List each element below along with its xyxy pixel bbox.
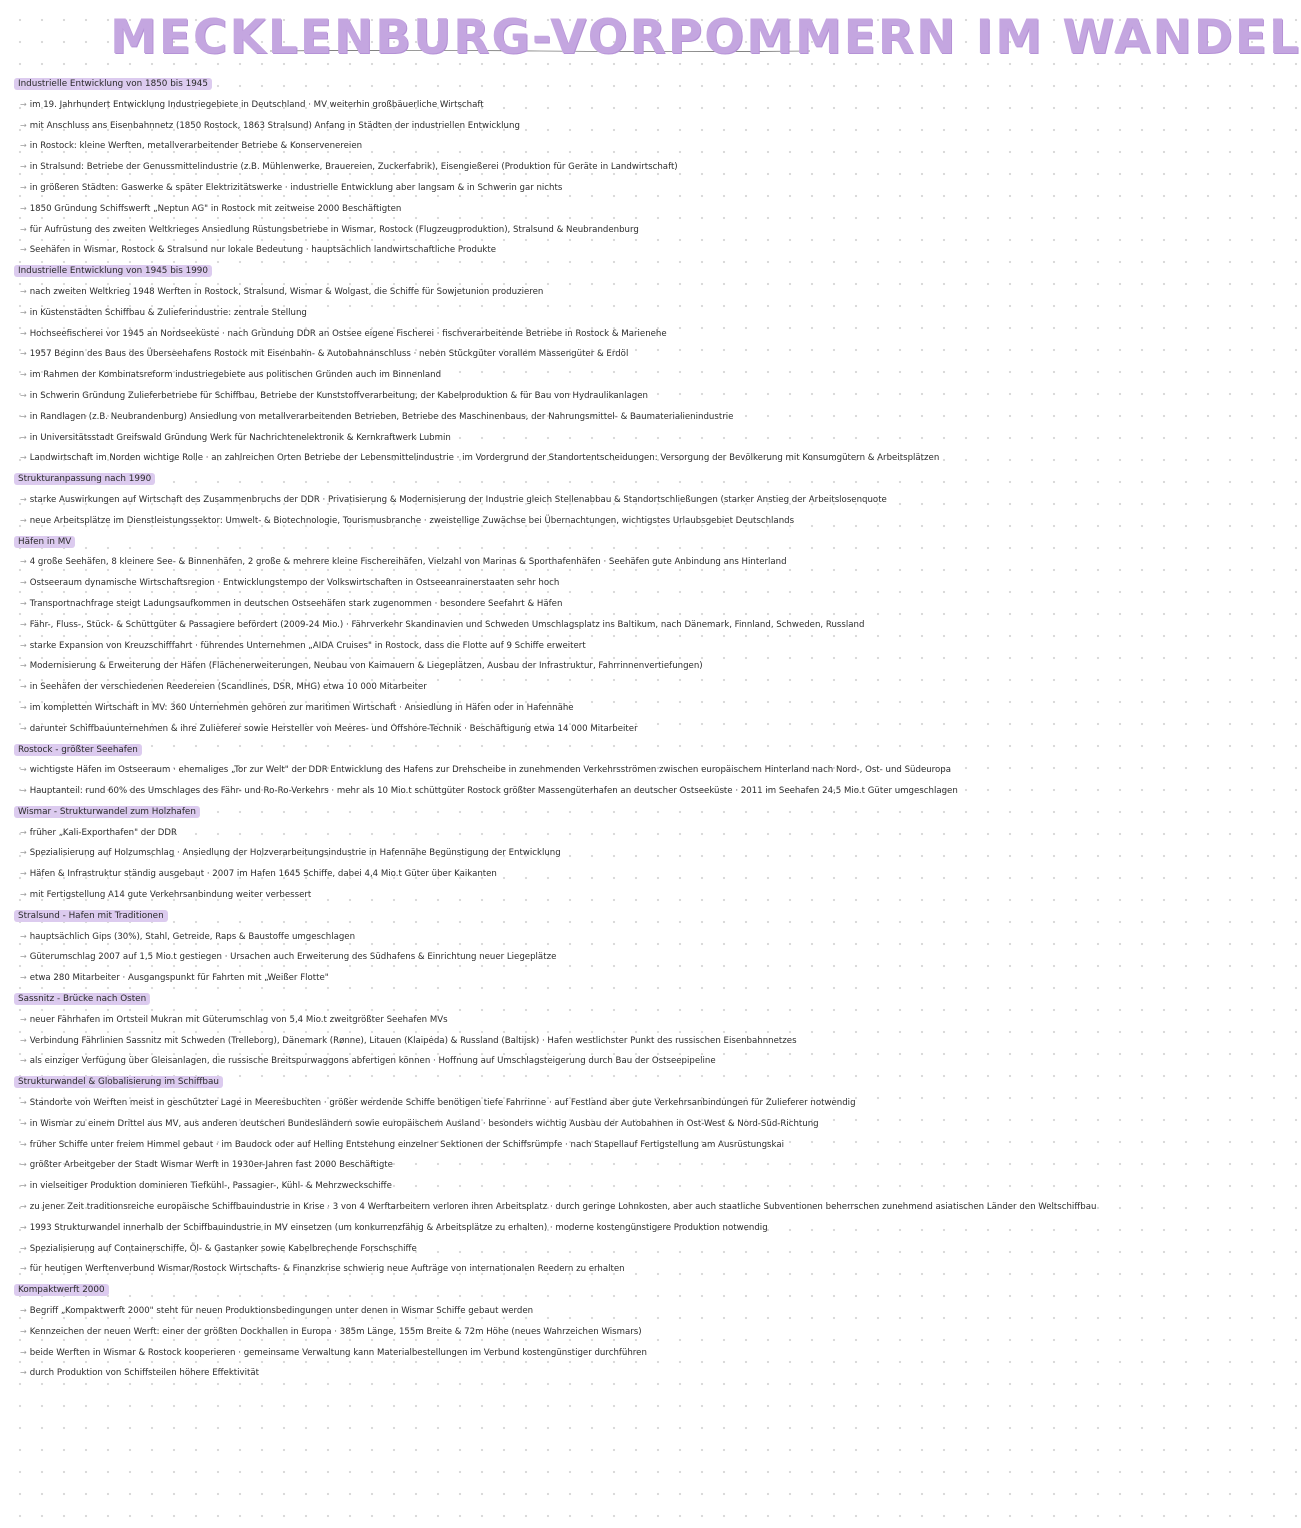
section-heading: [14, 1072, 1070, 1093]
note-line-text: etwa 280 Mitarbeiter · Ausgangspunkt für Fahrten mit „Weißer Flotte": [29, 973, 329, 984]
title-area: [0, 6, 1301, 70]
note-line-text: früher „Kali-Exporthafen" der DDR: [29, 827, 177, 838]
arrow-right-icon: →: [20, 619, 27, 629]
note-line: [14, 636, 1070, 657]
note-line-text: in Stralsund: Betriebe der Genussmittelindustrie (z.B. Mühlenwerke, Brauereien, Zuckerfabrik), Eisengießerei (Produktion für Geräte in Landwirtschaft): [29, 162, 678, 173]
note-line: [14, 1301, 1070, 1322]
note-line-text: Güterumschlag 2007 auf 1,5 Mio.t gestiegen · Ursachen auch Erweiterung des Südhafens & Einrichtung neuer Liegeplätze: [29, 952, 557, 963]
note-line: [14, 407, 1070, 428]
note-line-text: Transportnachfrage steigt Ladungsaufkommen in deutschen Ostseehäfen stark zugenommen · besondere Seefahrt & Häfen: [29, 598, 563, 609]
note-line-text: für heutigen Werftenverbund Wismar/Rostock Wirtschafts- & Finanzkrise schwierig neue Aufträge von internationalen Reedern zu erhalten: [29, 1264, 625, 1275]
note-line: [14, 1031, 1070, 1052]
note-line-text: Landwirtschaft im Norden wichtige Rolle · an zahlreichen Orten Betriebe der Lebensmittelindustrie · im Vordergrund der Standortentscheidungen: Versorgung der Bevölkerung mit Konsumgütern & Arbeitsplätzen: [29, 453, 940, 464]
note-line-text: größter Arbeitgeber der Stadt Wismar Werft in 1930er-Jahren fast 2000 Beschäftigte: [29, 1160, 393, 1171]
note-line: [14, 1343, 1070, 1364]
arrow-right-icon: →: [20, 1118, 27, 1128]
note-line-text: in Universitätsstadt Greifswald Gründung Werk für Nachrichtenelektronik & Kernkraftwerk Lubmin: [29, 432, 451, 443]
section-heading-text: Industrielle Entwicklung von 1945 bis 1990: [14, 265, 212, 277]
arrow-right-icon: →: [20, 661, 27, 671]
arrow-right-icon: →: [20, 1098, 27, 1108]
arrow-right-icon: →: [20, 1306, 27, 1316]
note-line: [14, 594, 1070, 615]
note-line: [14, 303, 1070, 324]
section-heading: [14, 74, 1070, 95]
arrow-right-icon: →: [20, 890, 27, 900]
arrow-right-icon: →: [20, 1264, 27, 1274]
arrow-right-icon: →: [20, 307, 27, 317]
note-line: [14, 324, 1070, 345]
section-heading-text: Strukturwandel & Globalisierung im Schiffbau: [14, 1076, 223, 1088]
note-line: [14, 428, 1070, 449]
arrow-right-icon: →: [20, 848, 27, 858]
section-heading: [14, 261, 1070, 282]
note-line-text: neuer Fährhafen im Ortsteil Mukran mit Güterumschlag von 5,4 Mio.t zweitgrößter Seehafen MVs: [29, 1014, 448, 1025]
arrow-right-icon: →: [20, 494, 27, 504]
note-line: [14, 365, 1070, 386]
note-line: [14, 1218, 1070, 1239]
arrow-right-icon: →: [20, 1139, 27, 1149]
note-line: [14, 947, 1070, 968]
arrow-right-icon: →: [20, 370, 27, 380]
arrow-right-icon: →: [20, 1014, 27, 1024]
arrow-right-icon: →: [20, 1347, 27, 1357]
note-line: [14, 490, 1070, 511]
note-line: [14, 344, 1070, 365]
note-line-text: 1850 Gründung Schiffswerft „Neptun AG" in Rostock mit zeitweise 2000 Beschäftigten: [29, 203, 402, 214]
arrow-right-icon: →: [20, 99, 27, 109]
note-line-text: Begriff „Kompaktwerft 2000" steht für neuen Produktionsbedingungen unter denen in Wismar Schiffe gebaut werden: [29, 1306, 534, 1317]
arrow-right-icon: →: [20, 640, 27, 650]
note-line-text: in Seehäfen der verschiedenen Reedereien (Scandlines, DSR, MHG) etwa 10 000 Mitarbeiter: [29, 682, 427, 693]
note-line-text: durch Produktion von Schiffsteilen höhere Effektivität: [29, 1368, 260, 1379]
note-line: [14, 719, 1070, 740]
note-line: [14, 552, 1070, 573]
note-line: [14, 1093, 1070, 1114]
note-line: [14, 116, 1070, 137]
arrow-right-icon: →: [20, 598, 27, 608]
note-line-text: als einziger Verfügung über Gleisanlagen, die russische Breitspurwaggons abfertigen können · Hoffnung auf Umschlagsteigerung durch Bau der Ostseepipeline: [29, 1056, 716, 1067]
arrow-right-icon: →: [20, 390, 27, 400]
section-heading-text: Strukturanpassung nach 1990: [14, 473, 155, 485]
section-heading-text: Kompaktwerft 2000: [14, 1284, 109, 1296]
arrow-right-icon: →: [20, 453, 27, 463]
note-line-text: hauptsächlich Gips (30%), Stahl, Getreide, Raps & Baustoffe umgeschlagen: [29, 931, 356, 942]
section-heading: [14, 989, 1070, 1010]
note-line: [14, 573, 1070, 594]
note-line-text: Häfen & Infrastruktur ständig ausgebaut · 2007 im Hafen 1645 Schiffe, dabei 4,4 Mio.t Güter über Kaikanten: [29, 869, 497, 880]
arrow-right-icon: →: [20, 1222, 27, 1232]
note-line: [14, 1114, 1070, 1135]
note-line-text: Verbindung Fährlinien Sassnitz mit Schweden (Trelleborg), Dänemark (Rønne), Litauen (Klaipėda) & Russland (Baltijsk) · Hafen westlichster Punkt des russischen Eisenbahnnetzes: [29, 1035, 797, 1046]
note-line-text: Standorte von Werften meist in geschützter Lage in Meeresbuchten · größer werdende Schiffe benötigen tiefe Fahrrinne · auf Festland aber gute Verkehrsanbindungen für Zulieferer notwendig: [29, 1098, 856, 1109]
arrow-right-icon: →: [20, 245, 27, 255]
note-line-text: 1993 Strukturwandel innerhalb der Schiffbauindustrie in MV einsetzen (um konkurrenzfähig & Arbeitsplätze zu erhalten) · moderne kostengünstigere Produktion notwendig: [29, 1222, 768, 1233]
note-line: [14, 864, 1070, 885]
note-line-text: Spezialisierung auf Containerschiffe, Öl- & Gastanker sowie Kabelbrechende Forschschiffe: [29, 1243, 417, 1254]
arrow-right-icon: →: [20, 1035, 27, 1045]
section-heading-text: Rostock - größter Seehafen: [14, 744, 142, 756]
note-line-text: wichtigste Häfen im Ostseeraum · ehemaliges „Tor zur Welt" der DDR Entwicklung des Hafens zur Drehscheibe in zunehmenden Verkehrsströmen zwischen europäischem Hinterland nach Nord-, Ost- und Südeuropa: [29, 765, 952, 776]
note-line-text: mit Anschluss ans Eisenbahnnetz (1850 Rostock, 1863 Stralsund) Anfang in Städten der industriellen Entwicklung: [29, 120, 520, 131]
note-line-text: Fähr-, Fluss-, Stück- & Schüttgüter & Passagiere befördert (2009-24 Mio.) · Fährverkehr Skandinavien und Schweden Umschlagsplatz ins Baltikum, nach Dänemark, Finnland, Schweden, Russland: [29, 619, 865, 630]
section-heading: [14, 740, 1070, 761]
arrow-right-icon: →: [20, 203, 27, 213]
note-line-text: früher Schiffe unter freiem Himmel gebaut · im Baudock oder auf Helling Entstehung einzelner Sektionen der Schiffsrümpfe · nach Stapellauf Fertigstellung am Ausrüstungskai: [29, 1139, 784, 1150]
note-line: [14, 511, 1070, 532]
note-line: [14, 178, 1070, 199]
note-line: [14, 823, 1070, 844]
note-line-text: 4 große Seehäfen, 8 kleinere See- & Binnenhäfen, 2 große & mehrere kleine Fischereihäfen, Vielzahl von Marinas & Sporthafenhäfen · Seehäfen gute Anbindung ans Hinterland: [29, 557, 787, 568]
note-line-text: Seehäfen in Wismar, Rostock & Stralsund nur lokale Bedeutung · hauptsächlich landwirtschaftliche Produkte: [29, 245, 497, 256]
note-line-text: Ostseeraum dynamische Wirtschaftsregion · Entwicklungstempo der Volkswirtschaften in Ostseeanrainerstaaten sehr hoch: [29, 578, 560, 589]
note-line: [14, 1176, 1070, 1197]
arrow-right-icon: →: [20, 224, 27, 234]
note-line: [14, 1010, 1070, 1031]
note-line-text: Kennzeichen der neuen Werft: einer der größten Dockhallen in Europa · 385m Länge, 155m Breite & 72m Höhe (neues Wahrzeichen Wismars): [29, 1326, 642, 1337]
arrow-right-icon: →: [20, 1326, 27, 1336]
note-line-text: Hauptanteil: rund 60% des Umschlages des Fähr- und Ro-Ro-Verkehrs · mehr als 10 Mio.t schüttgüter Rostock größter Massengüterhafen an deutscher Ostseeküste · 2011 im Seehafen 24,5 Mio.t Güter umgeschlagen: [29, 786, 958, 797]
note-line: [14, 885, 1070, 906]
note-line: [14, 1051, 1070, 1072]
note-line-text: neue Arbeitsplätze im Dienstleistungssektor: Umwelt- & Biotechnologie, Tourismusbranche · zweistellige Zuwächse bei Übernachtungen, wichtigstes Urlaubsgebiet Deutschlands: [29, 515, 795, 526]
arrow-right-icon: →: [20, 411, 27, 421]
note-line-text: Hochseefischerei vor 1945 an Nordseeküste · nach Gründung DDR an Ostsee eigene Fischerei · fischverarbeitende Betriebe in Rostock & Marienehe: [29, 328, 667, 339]
note-line-text: darunter Schiffbauunternehmen & ihre Zulieferer sowie Hersteller von Meeres- und Offshore-Technik · Beschäftigung etwa 14 000 Mitarbeiter: [29, 723, 638, 734]
note-line: [14, 448, 1070, 469]
arrow-right-icon: →: [20, 702, 27, 712]
arrow-right-icon: →: [20, 1243, 27, 1253]
arrow-right-icon: →: [20, 765, 27, 775]
arrow-right-icon: →: [20, 328, 27, 338]
note-line-text: Spezialisierung auf Holzumschlag · Ansiedlung der Holzverarbeitungsindustrie in Hafennähe Begünstigung der Entwicklung: [29, 848, 561, 859]
note-line: [14, 927, 1070, 948]
note-line-text: in größeren Städten: Gaswerke & später Elektrizitätswerke · industrielle Entwicklung aber langsam & in Schwerin gar nichts: [29, 182, 563, 193]
note-line: [14, 843, 1070, 864]
arrow-right-icon: →: [20, 1181, 27, 1191]
note-line-text: Modernisierung & Erweiterung der Häfen (Flächenerweiterungen, Neubau von Kaimauern & Liegeplätzen, Ausbau der Infrastruktur, Fahrrinnenvertiefungen): [29, 661, 703, 672]
arrow-right-icon: →: [20, 1368, 27, 1378]
note-line: [14, 1259, 1070, 1280]
note-line: [14, 157, 1070, 178]
note-line-text: starke Auswirkungen auf Wirtschaft des Zusammenbruchs der DDR · Privatisierung & Modernisierung der Industrie gleich Stellenabbau & Standortschließungen (starker Anstieg der Arbeitslosenquote: [29, 494, 887, 505]
note-line: [14, 1363, 1070, 1384]
note-line-text: in Schwerin Gründung Zulieferbetriebe für Schiffbau, Betriebe der Kunststoffverarbeitung, der Kabelproduktion & für Bau von Hydraulikanlagen: [29, 390, 648, 401]
arrow-right-icon: →: [20, 931, 27, 941]
note-line-text: im kompletten Wirtschaft in MV: 360 Unternehmen gehören zur maritimen Wirtschaft · Ansiedlung in Häfen oder in Hafennähe: [29, 702, 574, 713]
note-line: [14, 95, 1070, 116]
note-line-text: in vielseitiger Produktion dominieren Tiefkühl-, Passagier-, Kühl- & Mehrzweckschiffe: [29, 1181, 392, 1192]
note-line: [14, 968, 1070, 989]
arrow-right-icon: →: [20, 349, 27, 359]
arrow-right-icon: →: [20, 120, 27, 130]
note-line: [14, 615, 1070, 636]
arrow-right-icon: →: [20, 973, 27, 983]
arrow-right-icon: →: [20, 952, 27, 962]
section-heading: [14, 1280, 1070, 1301]
note-line: [14, 386, 1070, 407]
note-line-text: 1957 Beginn des Baus des Überseehafens Rostock mit Eisenbahn- & Autobahnanschluss · neben Stückgüter vorallem Massengüter & Erdöl: [29, 349, 629, 360]
arrow-right-icon: →: [20, 141, 27, 151]
arrow-right-icon: →: [20, 286, 27, 296]
note-line-text: in Küstenstädten Schiffbau & Zulieferindustrie: zentrale Stellung: [29, 307, 307, 318]
arrow-right-icon: →: [20, 869, 27, 879]
section-heading-text: Stralsund - Hafen mit Traditionen: [14, 910, 168, 922]
note-line-text: in Randlagen (z.B. Neubrandenburg) Ansiedlung von metallverarbeitenden Betrieben, Betriebe des Maschinenbaus, der Nahrungsmittel- & Baumaterialienindustrie: [29, 411, 734, 422]
note-line: [14, 656, 1070, 677]
arrow-right-icon: →: [20, 682, 27, 692]
note-line: [14, 698, 1070, 719]
note-line-text: in Rostock: kleine Werften, metallverarbeitender Betriebe & Konservenereien: [29, 141, 363, 152]
arrow-right-icon: →: [20, 786, 27, 796]
section-heading: [14, 469, 1070, 490]
section-heading-text: Sassnitz - Brücke nach Osten: [14, 993, 150, 1005]
section-heading-text: Industrielle Entwicklung von 1850 bis 1945: [14, 78, 212, 90]
section-heading-text: Häfen in MV: [14, 536, 75, 548]
arrow-right-icon: →: [20, 578, 27, 588]
arrow-right-icon: →: [20, 432, 27, 442]
note-line: [14, 1239, 1070, 1260]
note-line: [14, 136, 1070, 157]
note-line-text: in Wismar zu einem Drittel aus MV, aus anderen deutschen Bundesländern sowie europäischem Ausland · besonders wichtig Ausbau der Autobahnen in Ost-West & Nord-Süd-Richtung: [29, 1118, 819, 1129]
note-line: [14, 282, 1070, 303]
note-line: [14, 760, 1070, 781]
arrow-right-icon: →: [20, 182, 27, 192]
note-line-text: starke Expansion von Kreuzschifffahrt · führendes Unternehmen „AIDA Cruises" in Rostock, dass die Flotte auf 9 Schiffe erweitert: [29, 640, 586, 651]
arrow-right-icon: →: [20, 723, 27, 733]
note-line-text: nach zweiten Weltkrieg 1948 Werften in Rostock, Stralsund, Wismar & Wolgast, die Schiffe für Sowjetunion produzieren: [29, 286, 544, 297]
note-line: [14, 1135, 1070, 1156]
note-line: [14, 677, 1070, 698]
note-line: [14, 1197, 1097, 1218]
section-heading: [14, 802, 1070, 823]
notes-body: [14, 74, 1097, 1384]
arrow-right-icon: →: [20, 557, 27, 567]
note-line: [14, 1155, 1070, 1176]
note-line: [14, 781, 1070, 802]
note-line: [14, 220, 1070, 241]
note-line-text: mit Fertigstellung A14 gute Verkehrsanbindung weiter verbessert: [29, 890, 312, 901]
note-line-text: im 19. Jahrhundert Entwicklung Industriegebiete in Deutschland · MV weiterhin großbäuerliche Wirtschaft: [29, 99, 484, 110]
note-line: [14, 240, 1070, 261]
note-line: [14, 1322, 1070, 1343]
arrow-right-icon: →: [20, 1202, 27, 1212]
note-line-text: für Aufrüstung des zweiten Weltkrieges Ansiedlung Rüstungsbetriebe in Wismar, Rostock (Flugzeugproduktion), Stralsund & Neubrandenburg: [29, 224, 639, 235]
note-line-text: im Rahmen der Kombinatsreform industriegebiete aus politischen Gründen auch im Binnenland: [29, 370, 442, 381]
arrow-right-icon: →: [20, 1056, 27, 1066]
note-line-text: zu jener Zeit traditionsreiche europäische Schiffbauindustrie in Krise · 3 von 4 Werftarbeitern verloren ihren Arbeitsplatz · durch geringe Lohnkosten, aber auch staatliche Subventionen beherrschen zunehmend asiatischen Länder den Weltschiffbau: [29, 1202, 1097, 1213]
section-heading: [14, 906, 1070, 927]
arrow-right-icon: →: [20, 1160, 27, 1170]
section-heading-text: Wismar - Strukturwandel zum Holzhafen: [14, 806, 200, 818]
page-title: MECKLENBURG-VORPOMMERN IM WANDEL: [110, 10, 1301, 65]
note-line: [14, 199, 1070, 220]
arrow-right-icon: →: [20, 515, 27, 525]
note-line-text: beide Werften in Wismar & Rostock kooperieren · gemeinsame Verwaltung kann Materialbestellungen im Verbund kostengünstiger durchführen: [29, 1347, 647, 1358]
arrow-right-icon: →: [20, 827, 27, 837]
arrow-right-icon: →: [20, 162, 27, 172]
section-heading: [14, 532, 1070, 553]
